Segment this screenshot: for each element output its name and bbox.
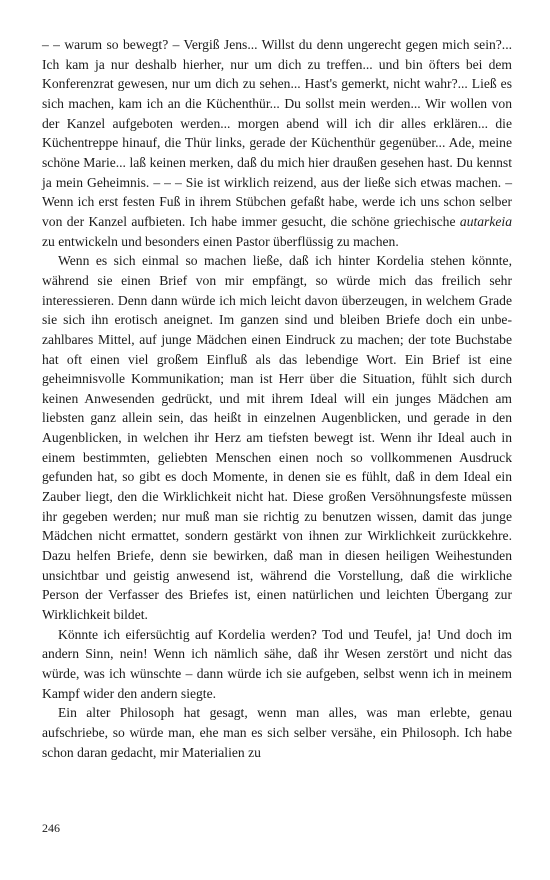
paragraph-3 bbox=[42, 625, 512, 704]
paragraph-1-segment-3: zu entwickeln und besonders einen Pastor überflüssig zu machen. bbox=[42, 233, 399, 249]
paragraph-3-segment-1: Könnte ich eifersüchtig auf Kordelia werden? Tod und Teufel, ja! Und doch im andern Sinn, nein! Wenn ich nämlich sähe, daß ihr Wesen zerstört und nicht das würde, was ich wünschte – dann würde ich sie aufgeben, selbst wenn ich in meinem Kampf wider den andern siegte. bbox=[42, 626, 512, 701]
paragraph-4 bbox=[42, 703, 512, 762]
paragraph-1-segment-1: – – warum so bewegt? – Vergiß Jens... Willst du denn ungerecht gegen mich sein?... Ich kam ja nur deshalb hierher, nur um dich zu treffen... und bin öfters bei dem Konferenzrat gewesen, nur um dich zu sehen... Hast's gemerkt, nicht wahr?... Ließ es sich machen, kam ich an die Küchenthür... Du sollst mein werden... Wir wollen von der Kanzel aufgeboten werden... morgen abend will ich dir alles erklären... die Küchentreppe hinauf, die Thür links, gerade der Küchenthür gegenüber... Ade, meine schöne Marie... laß keinen merken, daß du mich hier draußen gesehen hast. Du kennst ja mein Geheimnis. – – – Sie ist wirklich reizend, aus der ließe sich etwas machen. – Wenn ich erst festen Fuß in ihrem Stübchen gefaßt habe, werde ich uns schon selber von der Kanzel aufbieten. Ich habe immer gesucht, die schöne griechische bbox=[42, 37, 512, 229]
book-page-body bbox=[42, 35, 512, 762]
paragraph-2-segment-1: Wenn es sich einmal so machen ließe, daß ich hinter Kordelia stehen könnte, während sie einen Brief von mir empfängt, so würde mich das freilich sehr interessieren. Denn dann würde ich mich leicht davon überzeugen, in welchem Grade sie sich ihn erotisch aneignet. Im ganzen sind und bleiben Briefe doch ein unbezahlbares Mittel, auf junge Mädchen einen Eindruck zu machen; der tote Buchstabe hat oft einen viel großem Einfluß als das lebendige Wort. Ein Brief ist eine geheimnisvolle Kommunikation; man ist Herr über die Situation, fühlt sich durch keinen Anwesenden gedrückt, und mit ihrem Ideal will ein junges Mädchen am liebsten ganz allein sein, das heißt in einzelnen Augenblicken, und gerade in den Augenblicken, in welchen ihr Herz am tiefsten bewegt ist. Wenn ihr Ideal auch in einem bestimmten, geliebten Menschen einen noch so vollkommenen Ausdruck gefunden hat, so gibt es doch Momente, in denen sie es fühlt, daß in dem Ideal ein Zauber liegt, den die Wirklichkeit nicht hat. Diese großen Versöhnungsfeste müssen ihr gegeben werden; nur muß man sie richtig zu benutzen wissen, damit das junge Mädchen nicht ermattet, sondern gestärkt von ihnen zur Wirklichkeit zurückkehre. Dazu helfen Briefe, denn sie bewirken, daß man in diesen heiligen Weihestunden unsichtbar und geistig anwesend ist, während die Vorstellung, daß die wirkliche Person der Verfasser des Briefes ist, einen natürlichen und leichten Übergang zur Wirklichkeit bildet. bbox=[42, 253, 512, 623]
paragraph-2 bbox=[42, 251, 512, 624]
paragraph-4-segment-1: Ein alter Philosoph hat gesagt, wenn man alles, was man erlebte, genau aufschriebe, so würde man, ehe man es sich selber versähe, ein Philosoph. Ich habe schon daran gedacht, mir Materialien zu bbox=[42, 705, 512, 760]
paragraph-1-segment-2-italic: autarkeia bbox=[459, 213, 512, 229]
paragraph-1 bbox=[42, 35, 512, 251]
page-number: 246 bbox=[42, 821, 60, 835]
